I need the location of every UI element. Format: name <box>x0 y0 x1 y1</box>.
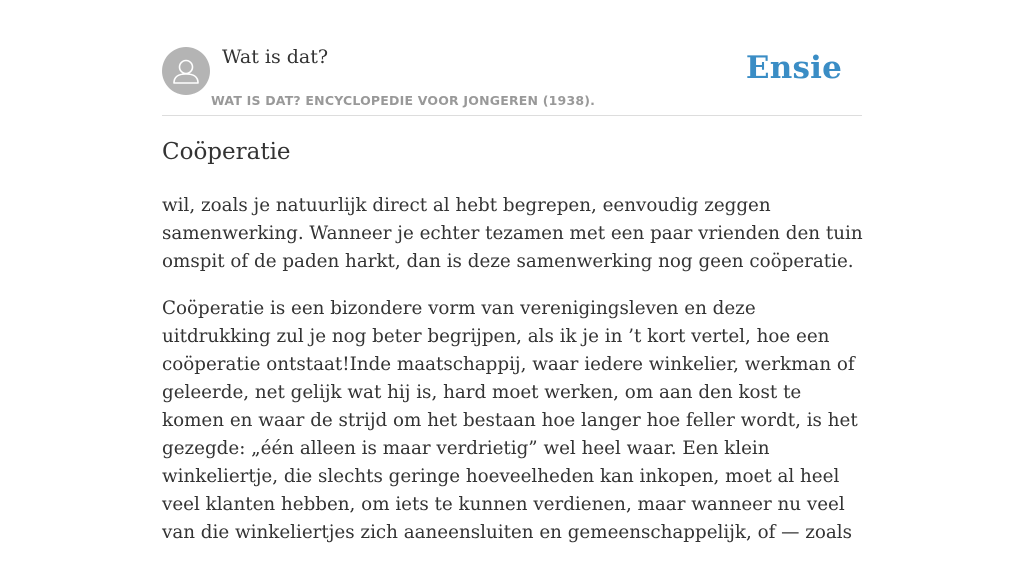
source-label[interactable]: WAT IS DAT? ENCYCLOPEDIE VOOR JONGEREN (1938). <box>211 93 596 108</box>
author-name[interactable]: Wat is dat? <box>222 46 329 68</box>
article-header <box>162 0 862 116</box>
paragraph: wil, zoals je natuurlijk direct al hebt begrepen, eenvoudig zeggen samenwerking. Wanneer je echter tezamen met een paar vrienden den tuin omspit of de paden harkt, dan is deze samenwerking nog geen coöperatie. <box>162 195 863 272</box>
article-title: Coöperatie <box>162 139 291 165</box>
user-silhouette-icon <box>162 47 210 95</box>
article-body <box>162 192 864 566</box>
avatar[interactable] <box>162 47 210 95</box>
ensie-logo[interactable]: Ensie <box>745 50 842 86</box>
article-card <box>162 0 863 543</box>
paragraph: Coöperatie is een bizondere vorm van verenigingsleven en deze uitdrukking zul je nog beter begrijpen, als ik je in ’t kort vertel, hoe een coöperatie ontstaat!Inde maatschappij, waar iedere winkelier, werkman of geleerde, net gelijk wat hij is, hard moet werken, om aan den kost te komen en waar de strijd om het bestaan hoe langer hoe feller wordt, is het gezegde: „één alleen is maar verdrietig” wel heel waar. Een klein winkeliertje, die slechts geringe hoeveelheden kan inkopen, moet al heel veel klanten hebben, om iets te kunnen verdienen, maar wanneer nu veel van die winkeliertjes zich aaneensluiten en gemeenschappelijk, of — zoals <box>162 298 858 543</box>
